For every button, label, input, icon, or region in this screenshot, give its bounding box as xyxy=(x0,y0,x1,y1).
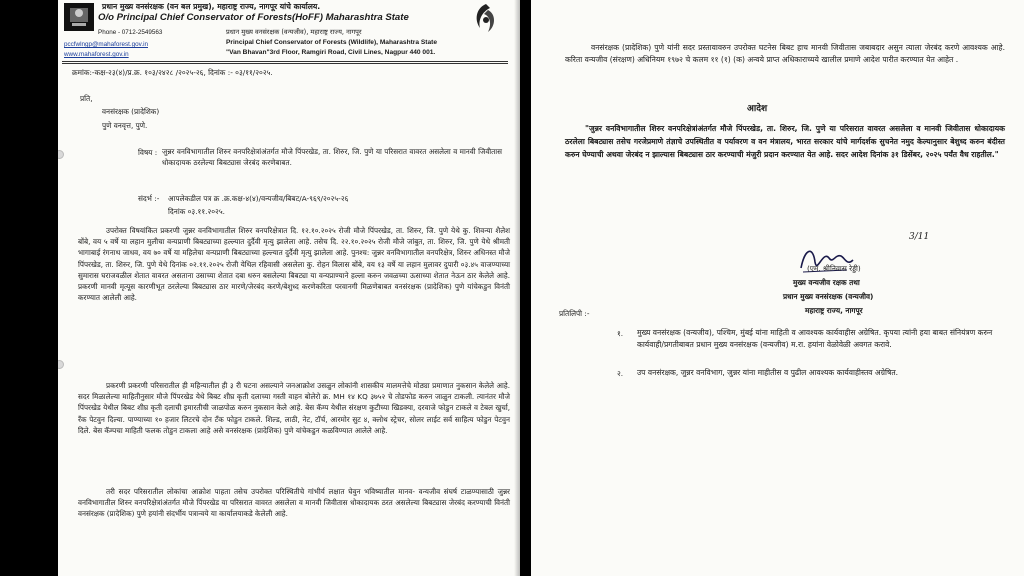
order-text: "जुन्नर वनविभागातील शिरुर वनपरिक्षेत्रांअंतर्गत मौजे पिंपरखेड, ता. शिरुर, जि. पुणे या परिसरात वावरत असलेला व मानवी जिवीतास धोकादायक ठरलेला बिबट्यास तसेच गरजेप्रमाणे तंज्ञाचे उपस्थितीत व पर्यावरण व वन मंत्रालय, भारत सरकार यांचे मार्गदर्शक सुचनेत नमुद केल्यानुसार बेशुध्द करुन बंदीस्त करुन घेण्याची अथवा जेरबंद न झाल्यास बिबट्यास ठार करण्याची मंजुरी प्रदान करण्यात येत आहे. सदर आदेश दिनांक ३१ डिसेंबर, २०२५ पर्यंत वैध राहतील." xyxy=(565,124,1005,159)
subject-text: जुन्नर वनविभागातील शिरुर वनपरिक्षेत्रांअंतर्गत मौजे पिंपरखेड, ता. शिरुर, जि. पुणे या परिसरात वावरत असलेला व मानवी जिवीतास धोकादायक ठरलेल्या बिबट्यास जेरबंद करणेबाबत. xyxy=(162,147,502,168)
body-paragraph-2: प्रकरणी प्रकरणी परिसरातील ही महिन्यातील ही ३ री घटना असल्याने जनआक्रोश उसळुन लोकांनी शासकीय मालमत्तेचे मोठ्या प्रमाणात नुकसान केलेले आहे. सदर मिळालेल्या माहितीनुसार मौजे पिंपरखेड येथे बिबट शीघ्र कृती दलाच्या गस्ती वाहन बोलेरो क्र. MH १४ KQ ३७५२ चे तोडफोड करुन जाळुन टाकली. त्यानंतर मौजे पिंपरखेड येथील बिबट शीघ्र कृती दलाची इमारतीची जाळपोळ करुन नुकसान केले आहे. बेस कॅम्प येथील संरक्षण कुटीच्या खिडक्या, दरवाजे फोडुन टाकले व टेबल खुर्चा, रँक पेटवुन दिल्या. पाण्याच्या १० हजार लिटरचे दोन टँक फोडुन टाकले. शिल्ड, लाठी, नेट, टॉर्च, आरमोर सुट ४, क्लोथ स्ट्रेचर, सोलर लाईट सर्व साहित्य फोडुन पेटवुन दिले. बेस कॅम्पचा माहिती फलक तोडुन टाकला आहे असे वनसंरक्षक (प्रादेशिक) पुणे यांचेकडुन कळविण्यात आलेले आहे. xyxy=(78,381,511,435)
order-heading: आदेश xyxy=(747,104,768,114)
copy-item-number: २. xyxy=(617,369,624,378)
body-paragraph-1: उपरोक्त विषयांकित प्रकरणी जुन्नर वनविभागातील शिरुर वनपरिक्षेत्रात दि. १२.१०.२०२५ रोजी मौजे पिंपरखेड, ता. शिरुर, जि. पुणे येथे कु. शिवन्या शैलेश बोंबे, वय ५ वर्षे या लहान मुलीचा वन्यप्राणी बिबट्याच्या हल्ल्यात दुर्दैवी मृत्यु झालेला आहे. तसेच दि. २२.१०.२०२५ रोजी मौजे जांबुत, ता. शिरुर, जि. पुणे येथे श्रीमती भागाबाई रंगनाथ जाधव, वय ७० वर्षे या महिलेचा वन्यप्राणी बिबट्याच्या हल्ल्यात दुर्दैवी मृत्यु झालेला आहे. पुनश्च: जुन्नर वनविभागातील वनपरिक्षेत्र, शिरुर अधिनस्त मौजे पिंपरखेड, ता. शिरुर, जि. पुणे येथे दिनांक ०२.११.२०२५ रोजी येथिल रहिवासी असलेला कु. रोहन विलास बोंबे, वय १३ वर्षे या लहान मुलावर दुपारी ०३.४५ वाजण्याच्या सुमारास घराजवळील शेतात वावरत असताना उसाच्या शेतात दबा धरुन बसलेल्या बिबट्या या वन्यप्राण्याने हल्ला करुन जवळच्या ऊसाच्या शेतात नेऊन ठार केलेले आहे. प्रकरणी मानवी मृत्यूस कारणीभूत ठरलेल्या बिबट्यास ठार मारणे/जेरबंद करणे/बेशुध्द करणेकरिता परवानगी मिळणेबाबत वनसंरक्षक (प्रादेशिक) पुणे यांचेकडुन विनंती करण्यात आलेली आहे. xyxy=(78,226,510,303)
recipient-label: प्रति, xyxy=(80,94,93,103)
office-address: "Van Bhavan"3rd Floor, Ramgiri Road, Civil Lines, Nagpur 440 001. xyxy=(226,49,436,56)
letter-page-1 xyxy=(58,0,520,576)
header-divider xyxy=(62,61,508,62)
office-title-english: O/o Principal Chief Conservator of Forests(HoFF) Maharashtra State xyxy=(98,12,409,23)
reference-letter: आपलेकडील पत्र क्र .क्र.कक्ष-४(४)/वन्यजीव/बिबट/A-९६९/२०२५-२६ xyxy=(168,194,349,203)
letter-page-2 xyxy=(531,0,1024,576)
punch-hole xyxy=(58,150,64,159)
signature-icon xyxy=(795,240,865,280)
signature-date: 3/11 xyxy=(909,232,930,242)
reference-date: दिनांक ०३.११.२०२५. xyxy=(168,207,225,216)
sub-office-english: Principal Chief Conservator of Forests (Wildlife), Maharashtra State xyxy=(226,39,437,46)
copy-item-number: १. xyxy=(617,329,624,338)
reference-label: संदर्भ :- xyxy=(138,194,160,203)
signatory-name: (एम. श्रीनिवास रेड्डी) xyxy=(807,264,861,273)
copy-item-text: मुख्य वनसंरक्षक (वन्यजीव), पश्चिम, मुंबई यांना माहिती व आवश्यक कार्यवाहीस अग्रेषित. कृपया त्यांनी हया बाबत संनियंत्रण करुन कार्यवाही/प्रगतीबाबत प्रधान मुख्य वनसंरक्षक (वन्यजीव) म.रा. हयांना वेळोवेळी अवगत करावे. xyxy=(637,328,993,349)
signatory-title-2: प्रधान मुख्य वनसंरक्षक (वन्यजीव) xyxy=(783,292,874,301)
body-paragraph-3: तरी सदर परिसरातील लोकांचा आक्रोश पाहता तसेच उपरोक्त परिस्थितीचे गांभीर्य लक्षात घेवुन भविष्यातील मानव- वन्यजीव संघर्ष टाळण्यासाठी जुन्नर वनविभागातील शिरुर वनपरिक्षेत्रांअंतर्गत मौजे पिंपरखेड या परिसरात वावरत असलेला व मानवी जिवीतास धोकादायक ठरत असलेल्या बिबट्यास जेरबंद करण्याची विनंती वनसंरक्षक (प्रादेशिक) पुणे हयांनी संदर्भीय पत्रान्वये या कार्यालयाकडे केलेली आहे. xyxy=(78,487,510,519)
subject-label: विषय : xyxy=(138,148,158,157)
website-link[interactable]: www.mahaforest.gov.in xyxy=(64,51,129,58)
copy-label: प्रतिलिपी :- xyxy=(559,309,590,318)
state-emblem-icon xyxy=(64,3,94,31)
intro-paragraph: वनसंरक्षक (प्रादेशिक) पुणे यांनी सदर प्रस्तावावरुन उपरोक्त घटनेस बिबट हाच मानवी जिवीतास जबाबदार असुन त्याला जेरबंद करणे आवश्यक आहे. करिता वन्यजीव (संरक्षण) अधिनियम १९७२ चे कलम ११ (१) (क) अन्वये प्राप्त अधिकाराच्यये खालील प्रमाणे आदेश पारीत करण्यात येत आहेत . xyxy=(565,43,1005,64)
sub-office-marathi: प्रधान मुख्य वनसंरक्षक (वन्यजीव), महाराष्ट्र राज्य, नागपूर xyxy=(226,28,362,36)
scan-shadow xyxy=(514,0,520,576)
signatory-place: महाराष्ट्र राज्य, नागपूर xyxy=(805,306,863,315)
copy-item-text: उप वनसंरक्षक, जुन्नर वनविभाग, जुन्नर यांना माहीतीस व पुढील आवश्यक कार्यवाहीस्तव अग्रेषित. xyxy=(637,368,899,377)
recipient-line-1: वनसंरक्षक (प्रादेशिक) xyxy=(102,107,160,116)
recipient-line-2: पुणे वनवृत्त, पुणे. xyxy=(102,121,148,130)
forest-department-logo-icon xyxy=(470,2,502,36)
email-link[interactable]: pccfwlngp@mahaforest.gov.in xyxy=(64,41,148,48)
phone-number: Phone - 0712-2549563 xyxy=(98,29,163,36)
punch-hole xyxy=(58,360,64,369)
header-divider-secondary xyxy=(62,63,508,64)
reference-number: क्रमांक:-कक्ष-२३(४)/प्र.क्र. १०३/२४२८ /२०२५-२६, दिनांक :- ०३/११/२०२५. xyxy=(72,68,273,77)
office-title-marathi: प्रधान मुख्य वनसंरक्षक (वन बल प्रमुख), महाराष्ट्र राज्य, नागपूर यांचे कार्यालय. xyxy=(102,2,321,11)
signatory-title-1: मुख्य वन्यजीव रक्षक तथा xyxy=(793,278,860,287)
